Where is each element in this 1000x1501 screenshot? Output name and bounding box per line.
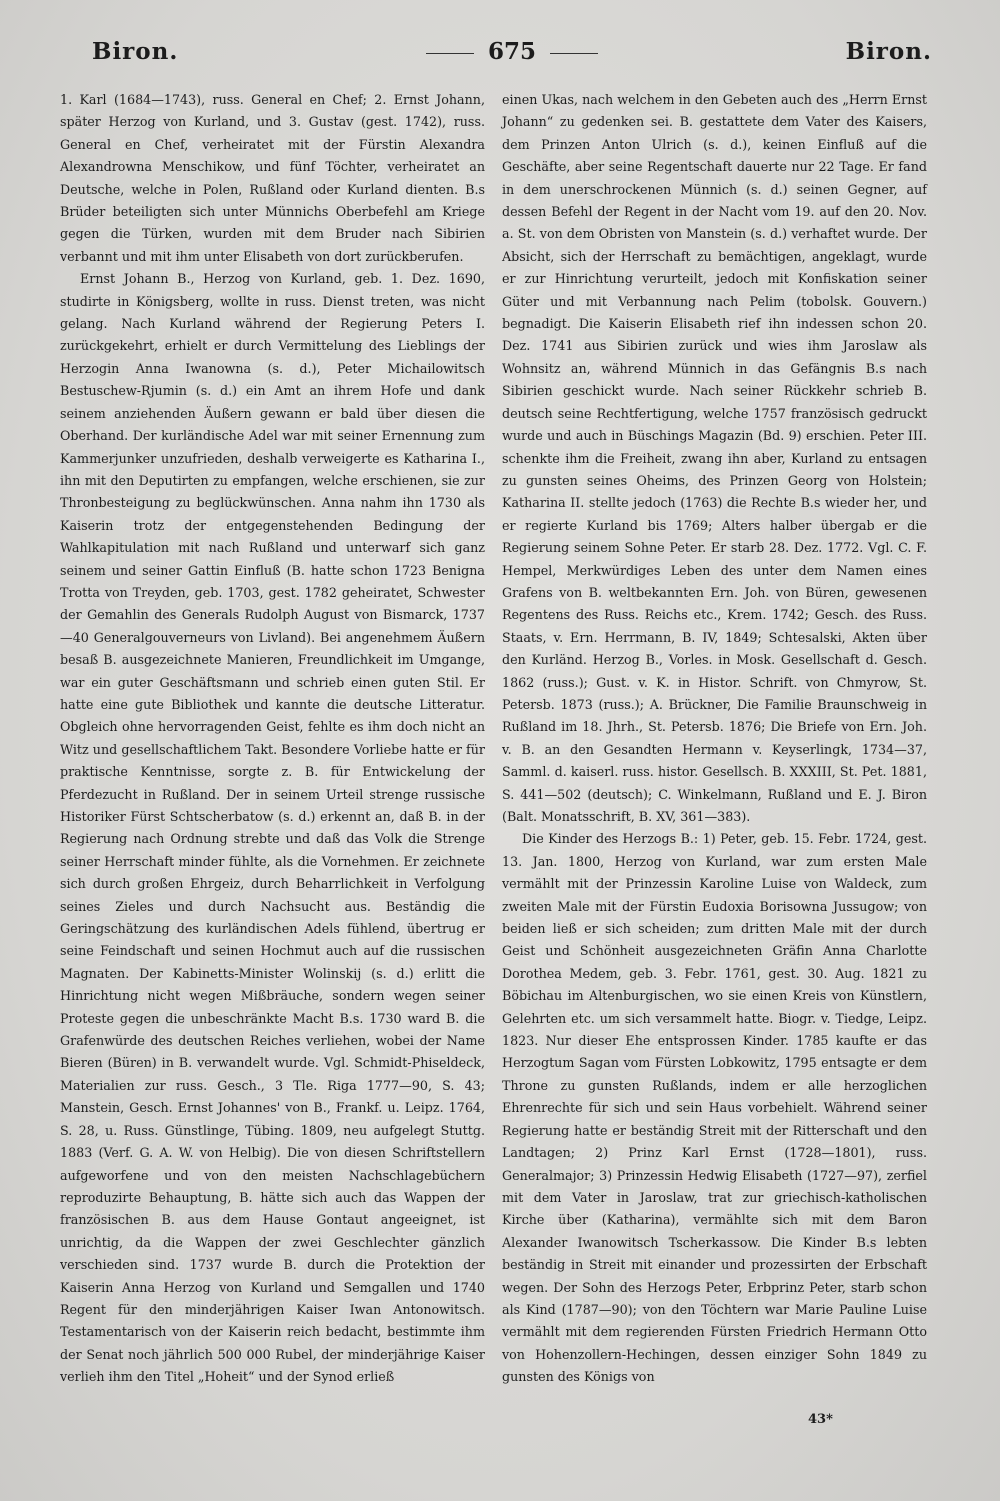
- paragraph: einen Ukas, nach welchem in den Gebeten auch des „Herrn Ernst Johann“ zu gedenken sei. B. gestattete dem Vater des Kaisers, dem Prinzen Anton Ulrich (s. d.), keinen Einfluß auf die Geschäfte, aber seine Regentschaft dauerte nur 22 Tage. Er fand in dem unerschrockenen Münnich (s. d.) seinen Gegner, auf dessen Befehl der Regent in der Nacht vom 19. auf den 20. Nov. a. St. von dem Obristen von Manstein (s. d.) verhaftet wurde. Der Absicht, sich der Herrschaft zu bemächtigen, angeklagt, wurde er zur Hinrichtung verurteilt, jedoch mit Konfiskation seiner Güter und mit Verbannung nach Pelim (tobolsk. Gouvern.) begnadigt. Die Kaiserin Elisabeth rief ihn indessen schon 20. Dez. 1741 aus Sibirien zurück und wies ihm Jaroslaw als Wohnsitz an, während Münnich in das Gefängnis B.s nach Sibirien geschickt wurde. Nach seiner Rückkehr schrieb B. deutsch seine Rechtfertigung, welche 1757 französisch gedruckt wurde und auch in Büschings Magazin (Bd. 9) erschien. Peter III. schenkte ihm die Freiheit, zwang ihn aber, Kurland zu entsagen zu gunsten seines Oheims, des Prinzen Georg von Holstein; Katharina II. stellte jedoch (1763) die Rechte B.s wieder her, und er regierte Kurland bis 1769; Alters halber übergab er die Regierung seinem Sohne Peter. Er starb 28. Dez. 1772. Vgl. C. F. Hempel, Merkwürdiges Leben des unter dem Namen eines Grafens von B. weltbekannten Ern. Joh. von Büren, gewesenen Regentens des Russ. Reichs etc., Krem. 1742; Gesch. des Russ. Staats, v. Ern. Herrmann, B. IV, 1849; Schtesalski, Akten über den Kurländ. Herzog B., Vorles. in Mosk. Gesellschaft d. Gesch. 1862 (russ.); Gust. v. K. in Histor. Schrift. von Chmyrow, St. Petersb. 1873 (russ.); A. Brückner, Die Familie Braunschweig in Rußland im 18. Jhrh., St. Petersb. 1876; Die Briefe von Ern. Joh. v. B. an den Gesandten Hermann v. Keyserlingk, 1734—37, Samml. d. kaiserl. russ. histor. Gesellsch. B. XXXIII, St. Pet. 1881, S. 441—502 (deutsch); C. Winkelmann, Rußland und E. J. Biron (Balt. Monatsschrift, B. XV, 361—383).: [502, 92, 927, 824]
- paragraph: 1. Karl (1684—1743), russ. General en Chef; 2. Ernst Johann, später Herzog von Kurland, und 3. Gustav (gest. 1742), russ. General en Chef, verheiratet mit der Fürstin Alexandra Alexandrowna Menschikow, und fünf Töchter, verheiratet an Deutsche, welche in Polen, Rußland oder Kurland dienten. B.s Brüder beteiligten sich unter Münnichs Oberbefehl am Kriege gegen die Türken, wurden mit dem Bruder nach Sibirien verbannt und mit ihm unter Elisabeth von dort zurückberufen.: [60, 92, 485, 264]
- running-header: [92, 38, 932, 78]
- paragraph: Ernst Johann B., Herzog von Kurland, geb. 1. Dez. 1690, studirte in Königsberg, wollte in russ. Dienst treten, was nicht gelang. Nach Kurland während der Regierung Peters I. zurückgekehrt, erhielt er durch Vermittelung des Lieblings der Herzogin Anna Iwanowna (s. d.), Peter Michailowitsch Bestuschew-Rjumin (s. d.) ein Amt an ihrem Hofe und dank seinem anziehenden Äußern gewann er bald über diesen die Oberhand. Der kurländische Adel war mit seiner Ernennung zum Kammerjunker unzufrieden, deshalb verweigerte es Katharina I., ihn mit den Deputirten zu empfangen, welche erschienen, sie zur Thronbesteigung zu beglückwünschen. Anna nahm ihn 1730 als Kaiserin trotz der entgegenstehenden Bedingung der Wahlkapitulation mit nach Rußland und unterwarf sich ganz seinem und seiner Gattin Einfluß (B. hatte schon 1723 Benigna Trotta von Treyden, geb. 1703, gest. 1782 geheiratet, Schwester der Gemahlin des Generals Rudolph August von Bismarck, 1737—40 Generalgouverneurs von Livland). Bei angenehmem Äußern besaß B. ausgezeichnete Manieren, Freundlichkeit im Umgange, war ein guter Geschäftsmann und schrieb einen guten Stil. Er hatte eine gute Bibliothek und kannte die deutsche Litteratur. Obgleich ohne hervorragenden Geist, fehlte es ihm doch nicht an Witz und gesellschaftlichem Takt. Besondere Vorliebe hatte er für praktische Kenntnisse, sorgte z. B. für Entwickelung der Pferdezucht in Rußland. Der in seinem Urteil strenge russische Historiker Fürst Schtscherbatow (s. d.) erkennt an, daß B. in der Regierung nach Ordnung strebte und daß das Volk die Strenge seiner Herrschaft minder fühlte, als die Vornehmen. Er zeichnete sich durch großen Ehrgeiz, durch Beharrlichkeit in Verfolgung seines Zieles und durch Nachsucht aus. Beständig die Geringschätzung des kurländischen Adels fühlend, übertrug er seine Feindschaft und seinen Hochmut auch auf die russischen Magnaten. Der Kabinetts-Minister Wolinskij (s. d.) erlitt die Hinrichtung nicht wegen Mißbräuche, sondern wegen seiner Proteste gegen die unbeschränkte Macht B.s. 1730 ward B. die Grafenwürde des deutschen Reiches verliehen, wobei der Name Bieren (Büren) in B. verwandelt wurde. Vgl. Schmidt-Phiseldeck, Materialien zur russ. Gesch., 3 Tle. Riga 1777—90, S. 43; Manstein, Gesch. Ernst Johannes' von B., Frankf. u. Leipz. 1764, S. 28, u. Russ. Günstlinge, Tübing. 1809, neu aufgelegt Stuttg. 1883 (Verf. G. A. W. von Helbig). Die von diesen Schriftstellern aufgeworfene und von den meisten Nachschlagebüchern reproduzirte Behauptung, B. hätte sich auch das Wappen der französischen B. aus dem Hause Gontaut angeeignet, ist unrichtig, da die Wappen der zwei Geschlechter gänzlich verschieden sind. 1737 wurde B. durch die Protektion der Kaiserin Anna Herzog von Kurland und Semgallen und 1740 Regent für den minderjährigen Kaiser Iwan Antonowitsch. Testamentarisch von der Kaiserin reich bedacht, bestimmte ihm der Senat noch jährlich 500 000 Rubel, der minderjährige Kaiser verlieh ihm den Titel „Hoheit“ und der Synod erließ: [60, 271, 485, 1385]
- page-number-text: 675: [487, 38, 536, 65]
- left-column: [60, 89, 485, 1389]
- right-column: [502, 89, 927, 1389]
- page-number: [92, 38, 932, 65]
- header-left-title: Biron.: [92, 38, 179, 65]
- header-right-title: Biron.: [845, 38, 932, 65]
- paragraph: Die Kinder des Herzogs B.: 1) Peter, geb. 15. Febr. 1724, gest. 13. Jan. 1800, Herzog von Kurland, war zum ersten Male vermählt mit der Prinzessin Karoline Luise von Waldeck, zum zweiten Male mit der Fürstin Eudoxia Borisowna Jussugow; von beiden ließ er sich scheiden; zum dritten Male mit der durch Geist und Schönheit ausgezeichneten Gräfin Anna Charlotte Dorothea Medem, geb. 3. Febr. 1761, gest. 30. Aug. 1821 zu Böbichau im Altenburgischen, wo sie einen Kreis von Künstlern, Gelehrten etc. um sich versammelt hatte. Biogr. v. Tiedge, Leipz. 1823. Nur dieser Ehe entsprossen Kinder. 1785 kaufte er das Herzogtum Sagan vom Fürsten Lobkowitz, 1795 entsagte er dem Throne zu gunsten Rußlands, indem er alle herzoglichen Ehrenrechte für sich und sein Haus vorbehielt. Während seiner Regierung hatte er beständig Streit mit der Ritterschaft und den Landtagen; 2) Prinz Karl Ernst (1728—1801), russ. Generalmajor; 3) Prinzessin Hedwig Elisabeth (1727—97), zerfiel mit dem Vater in Jaroslaw, trat zur griechisch-katholischen Kirche über (Katharina), vermählte sich mit dem Baron Alexander Iwanowitsch Tscherkassow. Die Kinder B.s lebten beständig in Streit mit einander und prozessirten der Erbschaft wegen. Der Sohn des Herzogs Peter, Erbprinz Peter, starb schon als Kind (1787—90); von den Töchtern war Marie Pauline Luise vermählt mit dem regierenden Fürsten Friedrich Hermann Otto von Hohenzollern-Hechingen, dessen einziger Sohn 1849 zu gunsten des Königs von: [502, 831, 927, 1385]
- signature-mark: 43*: [808, 1412, 833, 1427]
